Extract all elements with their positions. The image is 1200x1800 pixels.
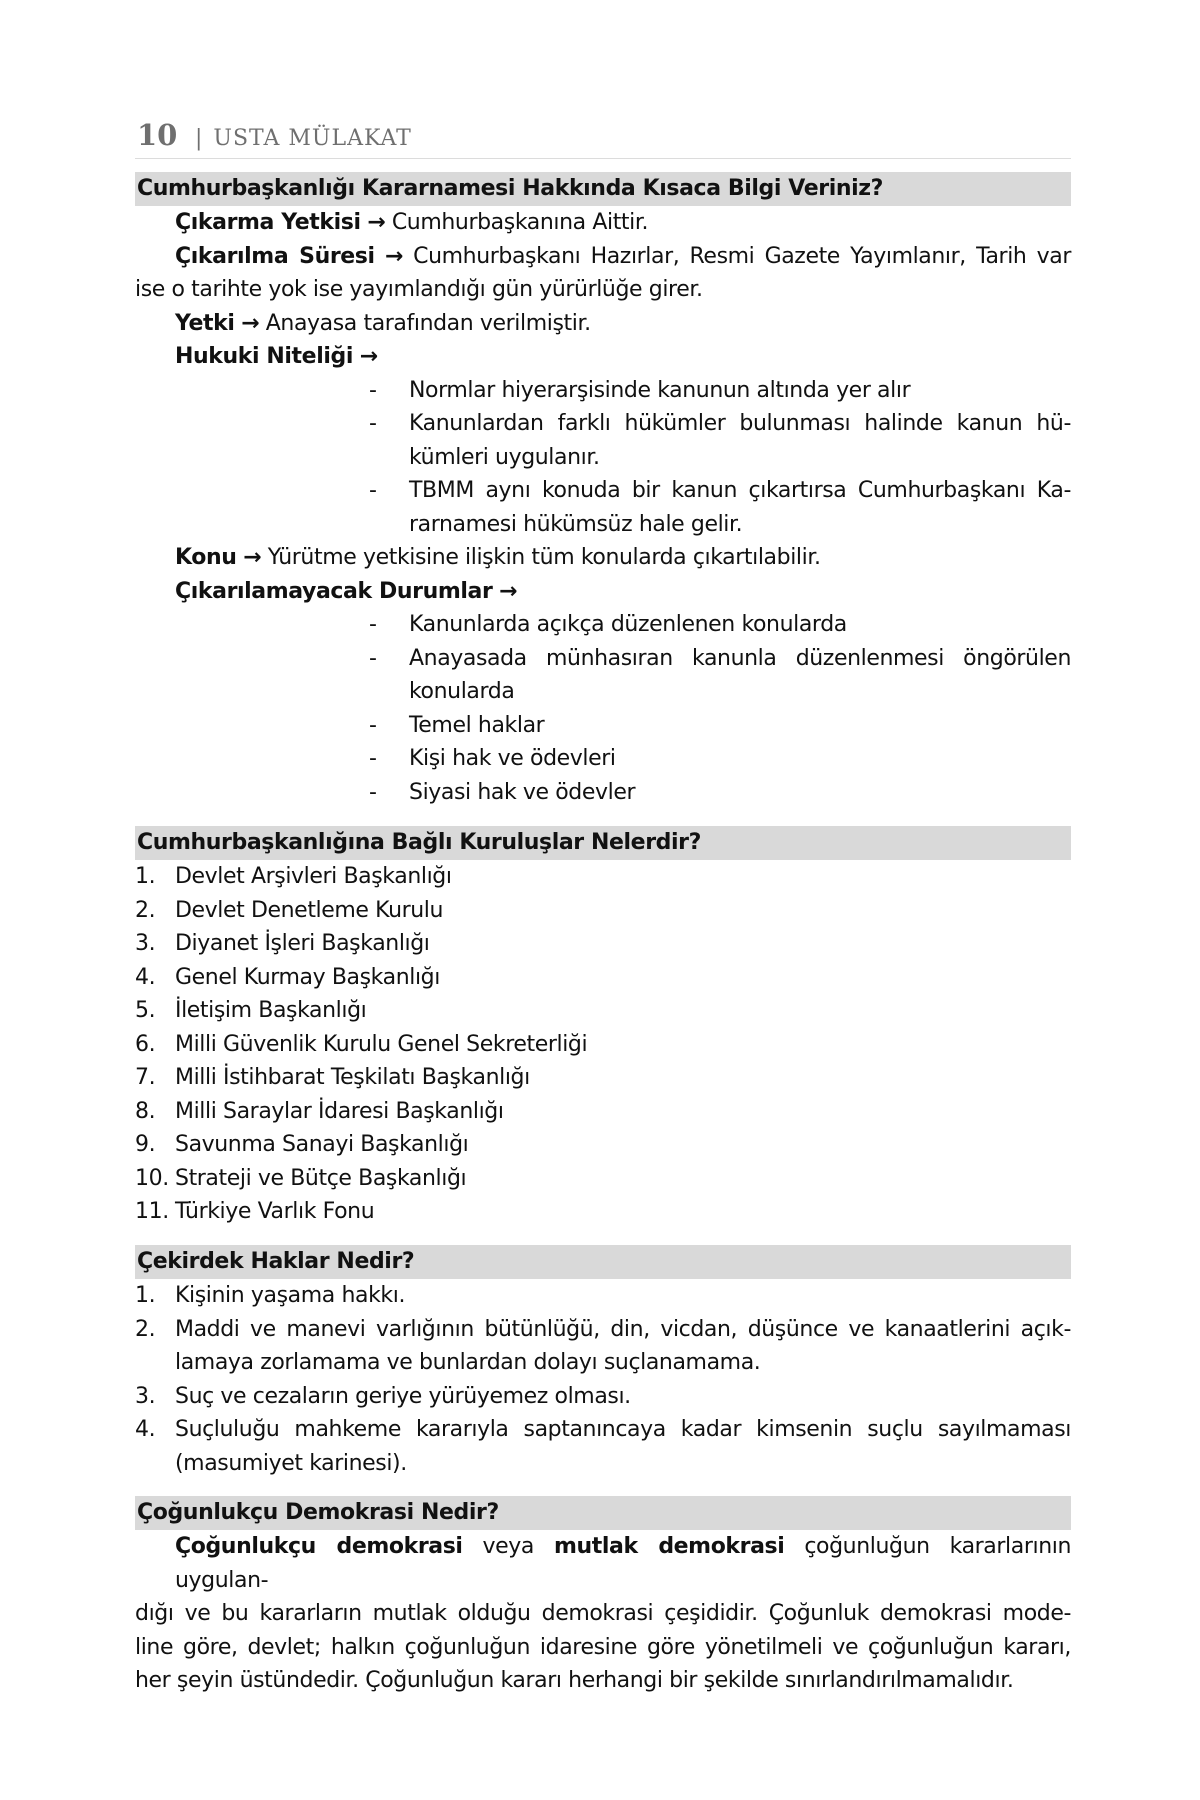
- list-item-cont: kümleri uygulanır.: [409, 444, 600, 470]
- term-text: Yürütme yetkisine ilişkin tüm konularda çıkartılabilir.: [267, 545, 821, 570]
- list-item: [135, 927, 1071, 961]
- section-heading: Cumhurbaşkanlığı Kararnamesi Hakkında Kısaca Bilgi Veriniz?: [135, 172, 1071, 206]
- term-label: Çıkarılamayacak Durumlar: [175, 578, 493, 604]
- list-item-text: Kişi hak ve ödevleri: [409, 746, 616, 771]
- section-bagli-kuruluslar: [135, 826, 1071, 1229]
- book-title: USTA MÜLAKAT: [213, 126, 412, 151]
- dash-bullet: -: [369, 746, 377, 771]
- paragraph-text: veya: [462, 1534, 554, 1559]
- cikarilma-suresi-line: [135, 240, 1071, 274]
- list-item-text: Milli Saraylar İdaresi Başkanlığı: [175, 1098, 504, 1124]
- term-label: Çıkarılma Süresi: [175, 243, 375, 269]
- running-title: [195, 126, 412, 151]
- list-number: 2.: [135, 897, 156, 923]
- term-label: Yetki: [175, 310, 235, 336]
- list-item: [135, 1095, 1071, 1129]
- list-number: 7.: [135, 1065, 156, 1090]
- list-item-text: İletişim Başkanlığı: [175, 998, 367, 1023]
- list-item-text: Devlet Denetleme Kurulu: [175, 897, 444, 923]
- page-header: [135, 118, 1071, 159]
- arrow-icon: →: [384, 243, 403, 269]
- list-number: 6.: [135, 1031, 156, 1057]
- dash-bullet: -: [369, 712, 377, 738]
- list-item: [135, 1128, 1071, 1162]
- term-label: Konu: [175, 545, 237, 570]
- list-item-text: Temel haklar: [409, 712, 545, 738]
- list-number: 5.: [135, 998, 156, 1023]
- cikarilma-suresi-cont: ise o tarihte yok ise yayımlandığı gün yürürlüğe girer.: [135, 277, 703, 302]
- section-heading: Cumhurbaşkanlığına Bağlı Kuruluşlar Nelerdir?: [135, 826, 1071, 860]
- list-item-text: Normlar hiyerarşisinde kanunun altında yer alır: [409, 377, 911, 403]
- list-item-text: Savunma Sanayi Başkanlığı: [175, 1132, 469, 1157]
- list-item-text: Türkiye Varlık Fonu: [175, 1199, 375, 1224]
- term-label: Çıkarma Yetkisi: [175, 210, 361, 235]
- list-item: [135, 1413, 1071, 1447]
- list-item-cont: konularda: [409, 679, 515, 704]
- list-number: 10.: [135, 1165, 169, 1191]
- list-item-text: Kanunlarda açıkça düzenlenen konularda: [409, 612, 847, 637]
- cikarilamayacak-line: [135, 575, 1071, 609]
- dash-bullet: -: [369, 645, 377, 671]
- list-item-text: Anayasada münhasıran kanunla düzenlenmesi öngörülen: [409, 645, 1071, 671]
- list-item-text: Kişinin yaşama hakkı.: [175, 1283, 406, 1308]
- section-cogunlukcu-demokrasi: [135, 1496, 1071, 1698]
- list-item: [135, 642, 1071, 676]
- list-item: [135, 860, 1071, 894]
- list-item-text: Milli Güvenlik Kurulu Genel Sekreterliği: [175, 1031, 588, 1057]
- header-separator: |: [195, 126, 204, 151]
- list-item: [135, 474, 1071, 508]
- section-cekirdek-haklar: [135, 1245, 1071, 1480]
- paragraph-text: çoğunluğun kararlarının uygulan-: [175, 1534, 1071, 1593]
- list-item: [135, 742, 1071, 776]
- list-item-text: Genel Kurmay Başkanlığı: [175, 964, 440, 990]
- list-number: 1.: [135, 1283, 156, 1308]
- list-item: [135, 1195, 1071, 1229]
- list-number: 3.: [135, 1383, 156, 1409]
- paragraph-line: dığı ve bu kararların mutlak olduğu demokrasi çeşididir. Çoğunluk demokrasi mode-: [135, 1601, 1071, 1626]
- list-item-text: TBMM aynı konuda bir kanun çıkartırsa Cumhurbaşkanı Ka-: [409, 478, 1071, 503]
- arrow-icon: →: [243, 545, 262, 570]
- dash-bullet: -: [369, 377, 377, 403]
- list-number: 11.: [135, 1199, 169, 1224]
- bold-term: mutlak demokrasi: [553, 1534, 785, 1559]
- list-item: [135, 994, 1071, 1028]
- dash-bullet: -: [369, 411, 377, 436]
- list-number: 3.: [135, 931, 156, 956]
- list-item: [135, 1279, 1071, 1313]
- dash-bullet: -: [369, 779, 377, 805]
- list-item-text: Devlet Arşivleri Başkanlığı: [175, 864, 452, 889]
- list-item: [135, 1061, 1071, 1095]
- term-label: Hukuki Niteliği: [175, 344, 353, 369]
- list-item-text: Suç ve cezaların geriye yürüyemez olması.: [175, 1383, 631, 1409]
- list-item: [135, 407, 1071, 441]
- list-item: [135, 1162, 1071, 1196]
- section-cb-kararnamesi: [135, 172, 1071, 809]
- section-heading: Çoğunlukçu Demokrasi Nedir?: [135, 1496, 1071, 1530]
- list-item-cont: rarnamesi hükümsüz hale gelir.: [409, 511, 743, 537]
- list-item-text: Suçluluğu mahkeme kararıyla saptanıncaya kadar kimsenin suçlu sayılmaması: [175, 1417, 1071, 1442]
- arrow-icon: →: [367, 210, 386, 235]
- bold-term: Çoğunlukçu demokrasi: [175, 1534, 463, 1559]
- list-item-cont: lamaya zorlamama ve bunlardan dolayı suçlanamama.: [175, 1350, 761, 1375]
- list-item: [135, 1313, 1071, 1347]
- cikarma-yetkisi-line: [135, 206, 1071, 240]
- list-number: 4.: [135, 1417, 156, 1442]
- paragraph-line: her şeyin üstündedir. Çoğunluğun kararı herhangi bir şekilde sınırlandırılmamalıdır.: [135, 1668, 1014, 1693]
- konu-line: [135, 541, 1071, 575]
- hukuki-niteligi-line: [135, 340, 1071, 374]
- list-item: [135, 608, 1071, 642]
- list-item: [135, 894, 1071, 928]
- paragraph-line: line göre, devlet; halkın çoğunluğun idaresine göre yönetilmeli ve çoğunluğun kararı,: [135, 1634, 1071, 1660]
- list-number: 4.: [135, 964, 156, 990]
- page-number: 10: [137, 118, 178, 152]
- list-number: 1.: [135, 864, 156, 889]
- arrow-icon: →: [359, 344, 378, 369]
- arrow-icon: →: [241, 310, 260, 336]
- yetki-line: [135, 307, 1071, 341]
- list-item-text: Siyasi hak ve ödevler: [409, 779, 636, 805]
- dash-bullet: -: [369, 612, 377, 637]
- list-item-text: Maddi ve manevi varlığının bütünlüğü, din, vicdan, düşünce ve kanaatlerini açık-: [175, 1316, 1071, 1342]
- list-number: 9.: [135, 1132, 156, 1157]
- list-item-text: Diyanet İşleri Başkanlığı: [175, 931, 430, 956]
- list-item: [135, 374, 1071, 408]
- list-item: [135, 961, 1071, 995]
- term-text: Anayasa tarafından verilmiştir.: [265, 310, 591, 336]
- list-item-text: Milli İstihbarat Teşkilatı Başkanlığı: [175, 1065, 530, 1090]
- list-number: 2.: [135, 1316, 156, 1342]
- list-item: [135, 1380, 1071, 1414]
- list-item: [135, 709, 1071, 743]
- list-number: 8.: [135, 1098, 156, 1124]
- paragraph-line: [135, 1530, 1071, 1597]
- section-heading: Çekirdek Haklar Nedir?: [135, 1245, 1071, 1279]
- dash-bullet: -: [369, 478, 377, 503]
- list-item-text: Kanunlardan farklı hükümler bulunması halinde kanun hü-: [409, 411, 1071, 436]
- list-item: [135, 1028, 1071, 1062]
- arrow-icon: →: [499, 578, 518, 604]
- term-text: Cumhurbaşkanına Aittir.: [391, 210, 649, 235]
- term-text: Cumhurbaşkanı Hazırlar, Resmi Gazete Yayımlanır, Tarih var: [413, 243, 1072, 269]
- list-item: [135, 776, 1071, 810]
- list-item-text: Strateji ve Bütçe Başkanlığı: [175, 1165, 467, 1191]
- list-item-cont: (masumiyet karinesi).: [175, 1450, 407, 1476]
